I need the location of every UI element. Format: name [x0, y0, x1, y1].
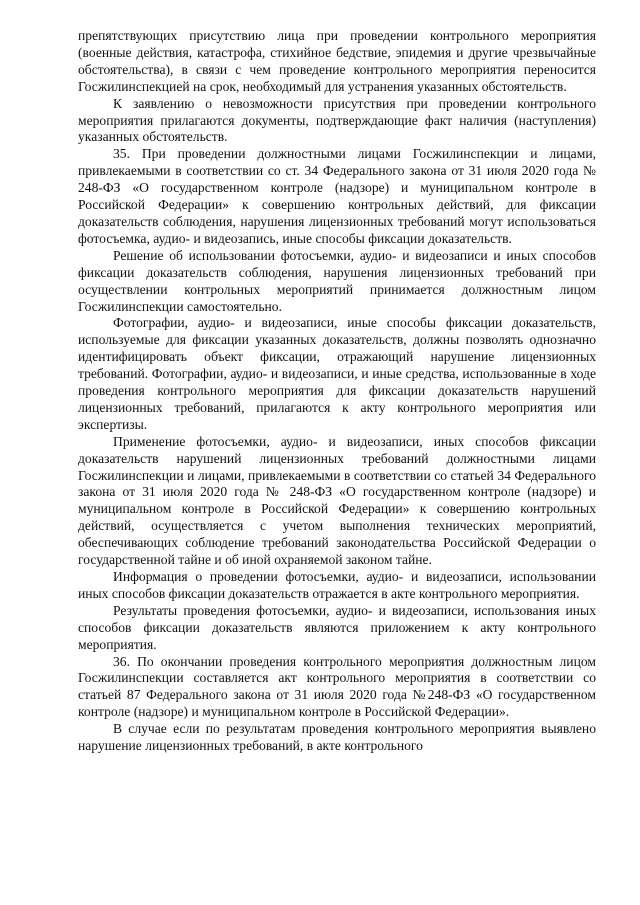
paragraph-2: К заявлению о невозможности присутствия при проведении контрольного мероприятия прилагаются документы, подтверждающие факт наличия (наступления) указанных обстоятельств. — [78, 95, 596, 145]
paragraph-4: Решение об использовании фотосъемки, аудио- и видеозаписи и иных способов фиксации доказательств соблюдения, нарушения лицензионных требований при осуществлении контрольных мероприятий принимается должностным лицом Госжилинспекции самостоятельно. — [78, 247, 596, 314]
paragraph-1: препятствующих присутствию лица при проведении контрольного мероприятия (военные действия, катастрофа, стихийное бедствие, эпидемия и другие чрезвычайные обстоятельства), в связи с чем проведение контрольного мероприятия переносится Госжилинспекцией на срок, необходимый для устранения указанных обстоятельств. — [78, 28, 596, 94]
paragraph-3: 35. При проведении должностными лицами Госжилинспекции и лицами, привлекаемыми в соответствии со ст. 34 Федерального закона от 31 июля 2020 года № 248-ФЗ «О государственном контроле (надзоре) и муниципальном контроле в Российской Федерации» к совершению контрольных действий, для фиксации доказательств соблюдения, нарушения лицензионных требований могут использоваться фотосъемка, аудио- и видеозапись, иные способы фиксации доказательств. — [78, 146, 596, 246]
paragraph-5: Фотографии, аудио- и видеозаписи, иные способы фиксации доказательств, используемые для фиксации указанных доказательств, должны позволять однозначно идентифицировать объект фиксации, отражающий нарушение лицензионных требований. Фотографии, аудио- и видеозаписи, и иные средства, использованные в ходе проведения контрольного мероприятия для фиксации доказательств нарушений лицензионных требований, прилагаются к акту контрольного мероприятия или экспертизы. — [78, 315, 596, 432]
paragraph-8: Результаты проведения фотосъемки, аудио- и видеозаписи, использования иных способов фиксации доказательств являются приложением к акту контрольного мероприятия. — [78, 602, 596, 652]
document-page — [78, 28, 596, 755]
paragraph-7: Информация о проведении фотосъемки, аудио- и видеозаписи, использовании иных способов фиксации доказательств отражается в акте контрольного мероприятия. — [78, 569, 596, 601]
paragraph-10: В случае если по результатам проведения контрольного мероприятия выявлено нарушение лицензионных требований, в акте контрольного — [78, 721, 596, 754]
paragraph-9: 36. По окончании проведения контрольного мероприятия должностным лицом Госжилинспекции составляется акт контрольного мероприятия в соответствии со статьей 87 Федерального закона от 31 июля 2020 года №248-ФЗ «О государственном контроле (надзоре) и муниципальном контроле в Российской Федерации». — [78, 653, 596, 720]
paragraph-6: Применение фотосъемки, аудио- и видеозаписи, иных способов фиксации доказательств нарушений лицензионных требований должностными лицами Госжилинспекции и лицами, привлекаемыми в соответствии со статьей 34 Федерального закона от 31 июля 2020 года № 248-ФЗ «О государственном контроле (надзоре) и муниципальном контроле в Российской Федерации» к совершению контрольных действий, осуществляется с учетом выполнения технических мероприятий, обеспечивающих соблюдение требований законодательства Российской Федерации о государственной тайне и об иной охраняемой законом тайне. — [78, 433, 596, 568]
